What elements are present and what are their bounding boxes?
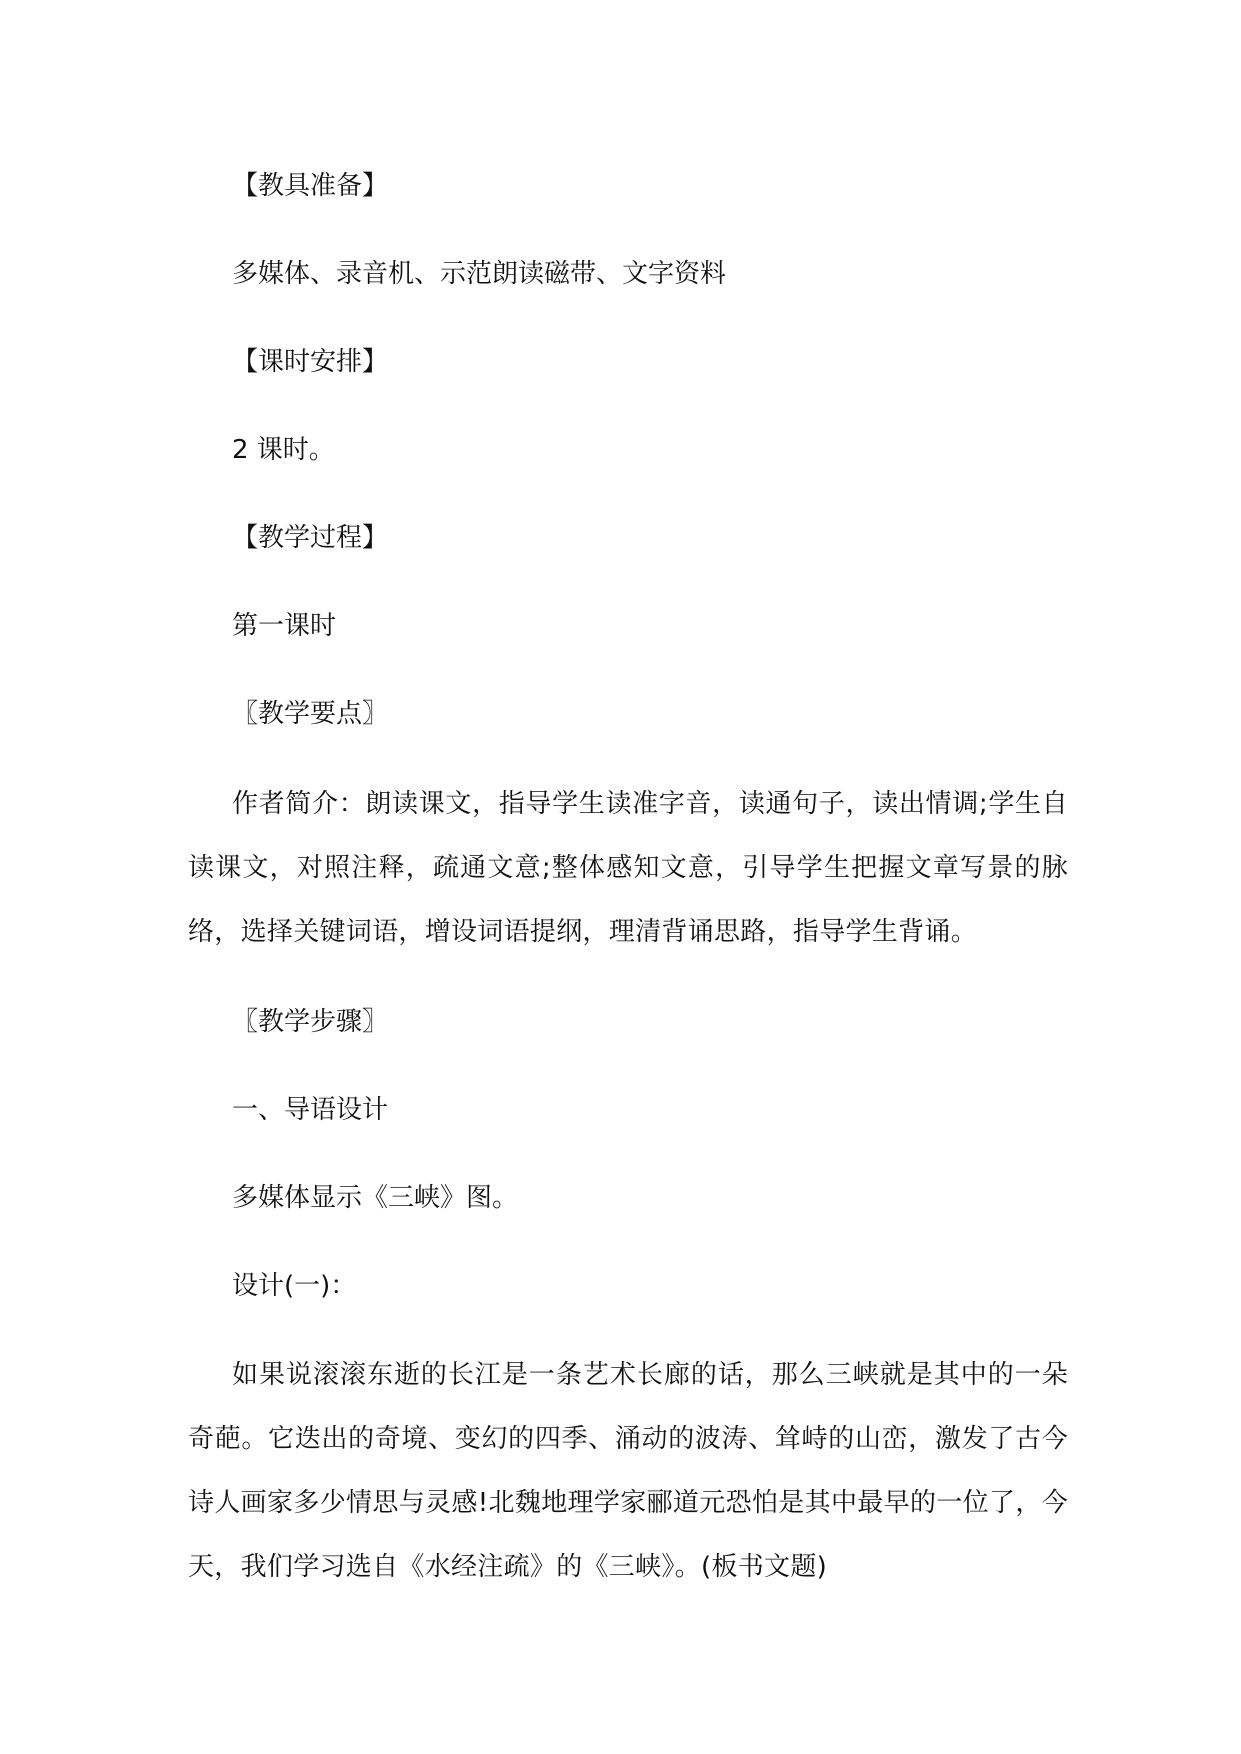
steps-heading: 〖教学步骤〗 (232, 1007, 389, 1037)
tools-heading: 【教具准备】 (232, 171, 389, 201)
key-points-paragraph: 作者简介：朗读课文，指导学生读准字音，读通句子，读出情调;学生自读课文，对照注释，疏通文意;整体感知文意，引导学生把握文章写景的脉络，选择关键词语，增设词语提纲，理清背诵思路，指导学生背诵。 (188, 789, 1068, 947)
design-one-paragraph: 如果说滚滚东逝的长江是一条艺术长廊的话，那么三峡就是其中的一朵奇葩。它迭出的奇境、变幻的四季、涌动的波涛、耸峙的山峦，激发了古今诗人画家多少情思与灵感!北魏地理学家郦道元恐怕是其中最早的一位了，今天，我们学习选自《水经注疏》的《三峡》。(板书文题) (188, 1360, 1068, 1582)
schedule-heading: 【课时安排】 (232, 347, 389, 377)
intro-heading: 一、导语设计 (232, 1095, 389, 1125)
first-lesson-label: 第一课时 (232, 611, 337, 641)
design-one-label: 设计(一)： (232, 1271, 357, 1301)
tools-text: 多媒体、录音机、示范朗读磁带、文字资料 (232, 259, 727, 289)
multimedia-show-text: 多媒体显示《三峡》图。 (232, 1183, 519, 1213)
process-heading: 【教学过程】 (232, 523, 389, 553)
schedule-text: 2 课时。 (232, 435, 335, 465)
key-points-heading: 〖教学要点〗 (232, 699, 389, 729)
